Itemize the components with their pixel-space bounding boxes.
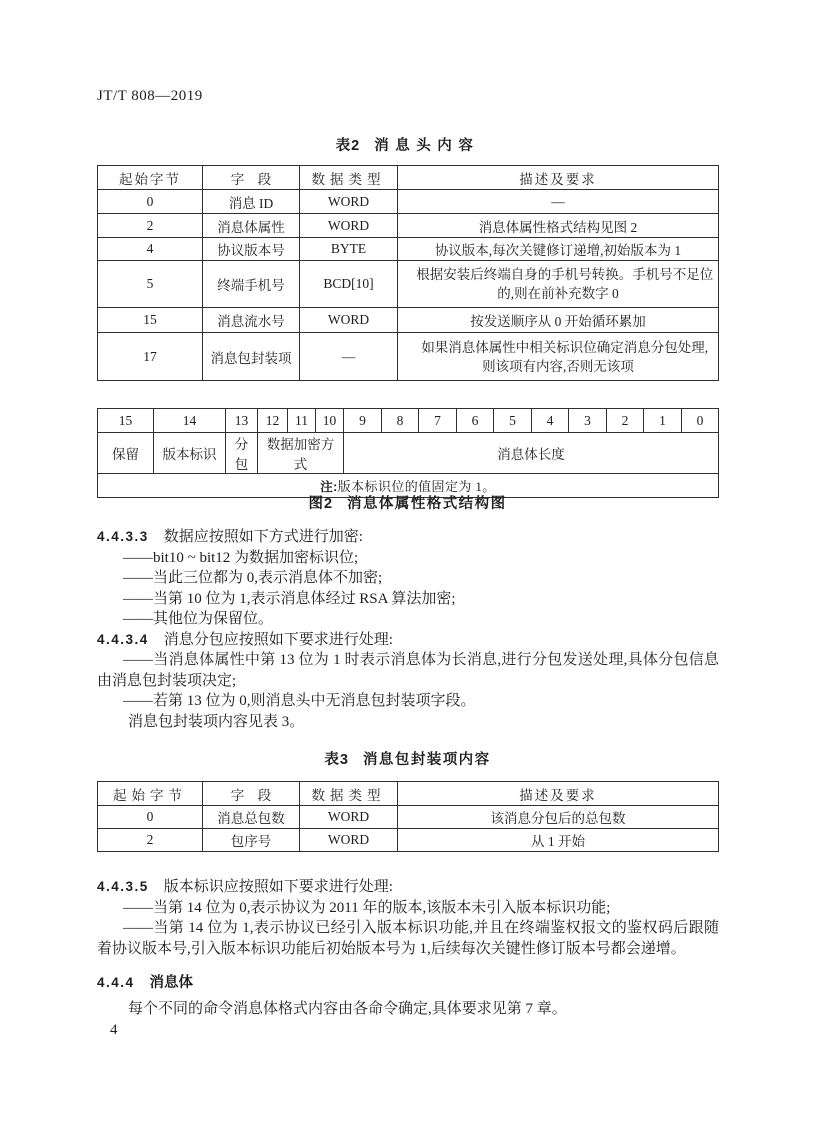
cell-data-type: WORD — [300, 214, 398, 238]
section-4433-4434 — [97, 527, 719, 732]
cell-field: 包序号 — [203, 829, 300, 852]
cell-description: 从 1 开始 — [398, 829, 719, 852]
table-row — [98, 829, 719, 852]
cell-description: 根据安装后终端自身的手机号转换。手机号不足位的,则在前补充数字 0 — [398, 261, 719, 308]
cell-data-type: WORD — [300, 829, 398, 852]
table-row — [98, 238, 719, 261]
list-item-text: 当第 14 位为 1,表示协议已经引入版本标识功能,并且在终端鉴权报文的鉴权码后跟随着协议版本号,引入版本标识功能后初始版本号为 1,后续每次关键性修订版本号都会递增。 — [97, 920, 719, 957]
cell-start-byte: 4 — [98, 238, 203, 261]
bit-12: 12 — [258, 409, 288, 433]
cell-data-type: WORD — [300, 190, 398, 214]
bit-14: 14 — [154, 409, 226, 433]
note-label: 注: — [320, 480, 338, 494]
section-number: 4.4.3.4 — [97, 631, 149, 647]
section-title: 数据应按照如下方式进行加密: — [163, 529, 363, 545]
paragraph: 消息包封装项内容见表 3。 — [128, 713, 305, 730]
table3-header-field: 字 段 — [203, 782, 300, 806]
cell-start-byte: 2 — [98, 214, 203, 238]
bit-9: 9 — [344, 409, 382, 433]
list-dash: —— — [123, 652, 153, 668]
table-row — [98, 308, 719, 333]
section-number: 4.4.3.3 — [97, 529, 149, 544]
cell-start-byte: 15 — [98, 308, 203, 333]
bit-11: 11 — [288, 409, 316, 433]
page-number: 4 — [110, 1022, 118, 1038]
list-dash: —— — [123, 570, 153, 586]
table-row — [98, 333, 719, 381]
list-dash: —— — [123, 590, 153, 607]
section-title: 消息分包应按照如下要求进行处理: — [163, 631, 393, 648]
list-dash: —— — [123, 920, 153, 936]
section-4444 — [97, 973, 719, 994]
table3-header-description: 描述及要求 — [398, 782, 719, 806]
table2-header-description: 描述及要求 — [398, 166, 719, 190]
section-title: 消息体 — [149, 975, 194, 991]
table3-header-start-byte: 起始字节 — [98, 782, 203, 806]
list-dash: —— — [123, 899, 153, 916]
list-item — [97, 691, 719, 712]
list-item-text: 当第 14 位为 0,表示协议为 2011 年的版本,该版本未引入版本标识功能; — [153, 899, 611, 916]
table-row — [98, 190, 719, 214]
figure2-caption-prefix: 图2 — [308, 496, 334, 512]
table-row — [98, 261, 719, 308]
field-body-length: 消息体长度 — [344, 433, 719, 474]
list-item-text: 其他位为保留位。 — [153, 611, 274, 627]
table2-caption — [97, 134, 718, 155]
list-dash: —— — [123, 611, 153, 627]
table3-package-item — [97, 781, 719, 852]
table2-header-row — [98, 166, 719, 190]
bit-13: 13 — [226, 409, 258, 433]
field-subpackage: 分包 — [226, 433, 258, 474]
cell-field: 消息体属性 — [203, 214, 300, 238]
field-encryption: 数据加密方式 — [258, 433, 344, 474]
cell-data-type: WORD — [300, 308, 398, 333]
bit-2: 2 — [607, 409, 644, 433]
table3-caption-prefix: 表3 — [324, 752, 349, 768]
cell-description: — — [398, 190, 719, 214]
cell-field: 终端手机号 — [203, 261, 300, 308]
table2-header-field: 字 段 — [203, 166, 300, 190]
bit-4: 4 — [532, 409, 569, 433]
bit-5: 5 — [494, 409, 532, 433]
cell-data-type: BCD[10] — [300, 261, 398, 308]
bit-0: 0 — [682, 409, 719, 433]
cell-field: 消息 ID — [203, 190, 300, 214]
table3-header-row — [98, 782, 719, 806]
table2-header-start-byte: 起始字节 — [98, 166, 203, 190]
cell-description: 协议版本,每次关键修订递增,初始版本为 1 — [398, 238, 719, 261]
cell-start-byte: 17 — [98, 333, 203, 381]
list-item — [97, 548, 719, 569]
cell-description: 消息体属性格式结构见图 2 — [398, 214, 719, 238]
field-version-flag: 版本标识 — [154, 433, 226, 474]
section-4444-body — [97, 999, 719, 1020]
table-row — [98, 806, 719, 829]
list-item — [97, 589, 719, 610]
list-item — [97, 898, 719, 919]
doc-code: JT/T 808—2019 — [97, 88, 203, 104]
bit-15: 15 — [98, 409, 154, 433]
cell-field: 消息包封装项 — [203, 333, 300, 381]
cell-data-type: — — [300, 333, 398, 381]
section-heading-4435 — [97, 877, 719, 898]
figure2-bit-table — [97, 408, 719, 498]
table-row — [98, 214, 719, 238]
bit-3: 3 — [569, 409, 607, 433]
cell-start-byte: 2 — [98, 829, 203, 852]
table2-caption-title: 消息头内容 — [374, 138, 480, 154]
cell-description: 该消息分包后的总包数 — [398, 806, 719, 829]
bit-8: 8 — [382, 409, 419, 433]
bit-10: 10 — [316, 409, 344, 433]
section-heading-4434 — [97, 630, 719, 651]
list-item — [97, 650, 719, 691]
bit-1: 1 — [644, 409, 682, 433]
cell-description: 按发送顺序从 0 开始循环累加 — [398, 308, 719, 333]
table2-message-header — [97, 165, 719, 381]
list-item — [97, 918, 719, 959]
table3-caption — [97, 748, 718, 769]
cell-field: 消息总包数 — [203, 806, 300, 829]
list-item-text: bit10 ~ bit12 为数据加密标识位; — [153, 549, 359, 566]
cell-field: 协议版本号 — [203, 238, 300, 261]
table2-caption-prefix: 表2 — [335, 138, 361, 154]
bit-6: 6 — [457, 409, 494, 433]
section-number: 4.4.3.5 — [97, 879, 149, 894]
figure2-caption — [97, 492, 718, 513]
list-item — [97, 568, 719, 589]
section-heading-4444 — [97, 973, 719, 994]
list-item-text: 当消息体属性中第 13 位为 1 时表示消息体为长消息,进行分包发送处理,具体分包信息由消息包封装项决定; — [97, 652, 719, 689]
cell-start-byte: 5 — [98, 261, 203, 308]
section-title: 版本标识应按照如下要求进行处理: — [163, 879, 393, 895]
list-item-text: 当第 10 位为 1,表示消息体经过 RSA 算法加密; — [153, 590, 456, 607]
bit-7: 7 — [419, 409, 457, 433]
figure2-caption-title: 消息体属性格式结构图 — [347, 496, 507, 512]
section-4435 — [97, 877, 719, 959]
section-number: 4.4.4 — [97, 975, 135, 990]
list-item — [97, 609, 719, 630]
cell-start-byte: 0 — [98, 190, 203, 214]
field-reserved: 保留 — [98, 433, 154, 474]
list-dash: —— — [123, 693, 153, 709]
paragraph: 每个不同的命令消息体格式内容由各命令确定,具体要求见第 7 章。 — [128, 1001, 567, 1017]
list-dash: —— — [123, 549, 153, 566]
section-heading-4433 — [97, 527, 719, 548]
bit-field-row — [98, 433, 719, 474]
cell-field: 消息流水号 — [203, 308, 300, 333]
list-item-text: 当此三位都为 0,表示消息体不加密; — [153, 570, 383, 586]
table3-caption-title: 消息包封装项内容 — [362, 752, 491, 768]
cell-data-type: WORD — [300, 806, 398, 829]
note-text: 版本标识位的值固定为 1。 — [337, 479, 496, 494]
cell-description: 如果消息体属性中相关标识位确定消息分包处理,则该项有内容,否则无该项 — [398, 333, 719, 381]
list-item-text: 若第 13 位为 0,则消息头中无消息包封装项字段。 — [153, 693, 476, 709]
bit-number-row — [98, 409, 719, 433]
cell-data-type: BYTE — [300, 238, 398, 261]
cell-start-byte: 0 — [98, 806, 203, 829]
table2-header-data-type: 数据类型 — [300, 166, 398, 190]
table3-header-data-type: 数据类型 — [300, 782, 398, 806]
